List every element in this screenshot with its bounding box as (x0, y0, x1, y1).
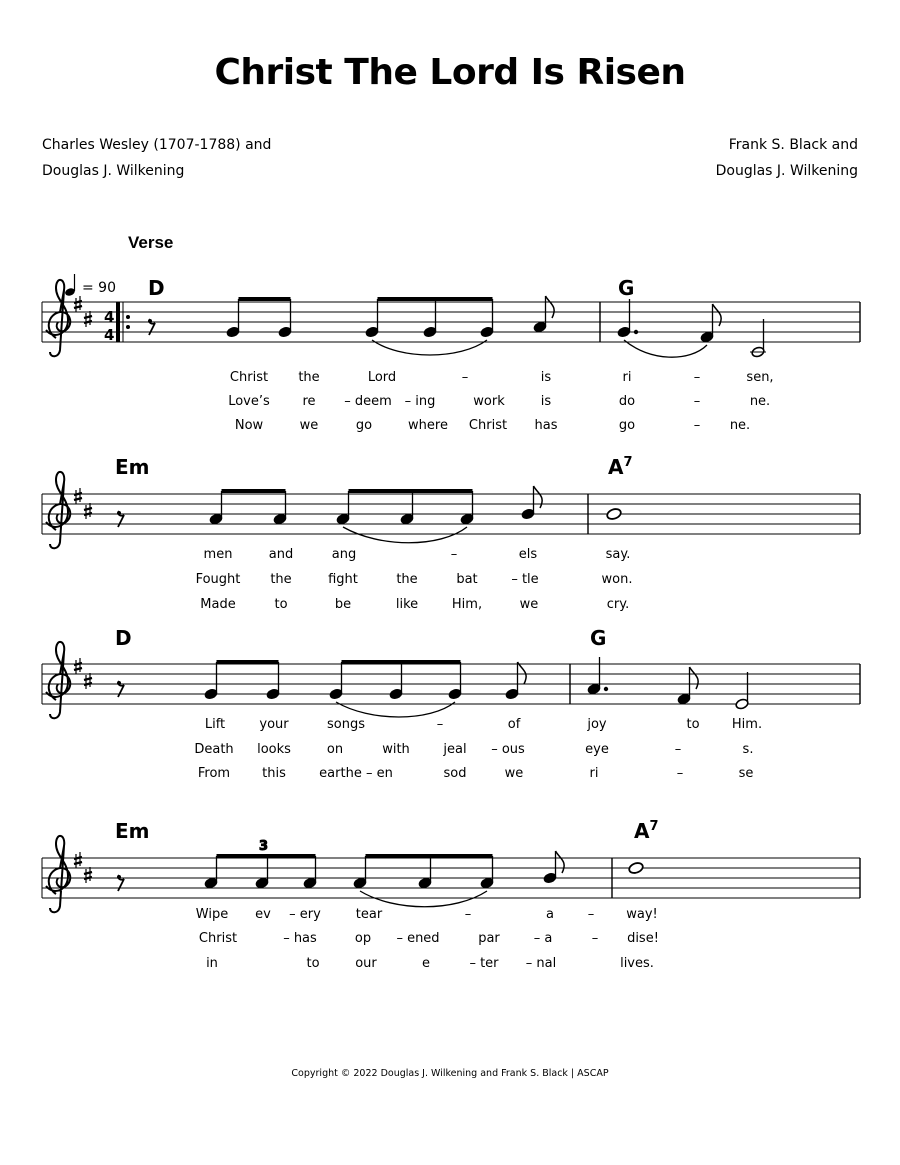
lyric-syllable: e (422, 956, 430, 971)
whole-note (628, 861, 644, 874)
lyric-syllable: – deem (344, 394, 392, 409)
lyric-syllable: earthe – en (319, 766, 393, 781)
lyric-syllable: songs (327, 717, 365, 732)
lyric-syllable: fight (328, 572, 358, 587)
notes-measure-8 (628, 861, 644, 874)
lyric-syllable: Made (200, 597, 236, 612)
lyric-syllable: – (693, 394, 701, 409)
lyric-syllable: par (478, 931, 500, 946)
chord-symbol: D (115, 626, 132, 650)
eighth-rest (148, 319, 155, 335)
lyric-syllable: to (306, 956, 320, 971)
lyric-syllable: where (408, 418, 448, 433)
lyric-syllable: – ened (396, 931, 440, 946)
slur (624, 340, 707, 357)
lyric-syllable: sod (443, 766, 467, 781)
eighth-rest (117, 511, 124, 527)
lyric-syllable: Now (234, 418, 264, 433)
lyric-syllable: and (268, 547, 294, 562)
lyric-syllable: Lift (204, 717, 226, 732)
lyric-syllable: looks (257, 742, 291, 757)
lyric-syllable: ri (589, 766, 599, 781)
lyric-syllable: do (618, 394, 636, 409)
lyric-syllable: – (461, 370, 469, 385)
lyric-syllable: joy (587, 717, 607, 732)
lyric-syllable: of (507, 717, 521, 732)
staff-system-2 (42, 455, 860, 612)
lyric-syllable: eye (585, 742, 609, 757)
lyric-syllable: – tle (511, 572, 539, 587)
lyric-syllable: Christ (468, 418, 508, 433)
lyric-syllable: men (203, 547, 233, 562)
lyric-syllable: – (693, 418, 701, 433)
lyric-syllable: our (355, 956, 377, 971)
lyrics-system-4 (196, 907, 659, 971)
lyric-syllable: like (395, 597, 419, 612)
lyric-syllable: – (436, 717, 444, 732)
lyric-syllable: – nal (525, 956, 557, 971)
lyric-syllable: Christ (198, 931, 238, 946)
lyric-syllable: way! (626, 907, 658, 922)
lyric-syllable: Love’s (228, 394, 270, 409)
treble-clef-icon (46, 472, 70, 548)
composer-line-1: Frank S. Black and (728, 137, 858, 153)
lyric-syllable: has (534, 418, 558, 433)
lyric-syllable: op (354, 931, 372, 946)
lyric-syllable: say. (605, 547, 631, 562)
eighth-rest (117, 681, 124, 697)
eighth-rest (117, 875, 124, 891)
lyric-syllable: bat (456, 572, 478, 587)
lyric-syllable: – a (533, 931, 553, 946)
tempo-marking (64, 274, 116, 297)
lyric-syllable: on (326, 742, 344, 757)
lyrics-system-2 (196, 547, 633, 612)
page-title: Christ The Lord Is Risen (214, 52, 686, 93)
notes-measure-5 (204, 662, 526, 717)
staff-system-4 (42, 819, 860, 971)
slur (360, 891, 487, 907)
lyric-syllable: ne. (729, 418, 751, 433)
chord-symbol: $A^7$ (634, 819, 659, 843)
lyric-syllable: – (587, 907, 595, 922)
lyric-syllable: els (518, 547, 538, 562)
lyric-syllable: From (197, 766, 231, 781)
lyric-syllable: tear (355, 907, 383, 922)
lyric-syllable: lives. (620, 956, 654, 971)
lyric-syllable: this (262, 766, 286, 781)
lyric-syllable: ev (255, 907, 271, 922)
lyric-syllable: se (738, 766, 754, 781)
lyric-syllable: – ery (289, 907, 321, 922)
chord-symbol: Em (115, 455, 150, 479)
lyric-syllable: ne. (749, 394, 771, 409)
lyric-syllable: in (206, 956, 218, 971)
chord-symbol: G (618, 276, 635, 300)
lyric-syllable: the (396, 572, 418, 587)
composer-line-2: Douglas J. Wilkening (715, 163, 858, 179)
time-sig-bottom: 4 (104, 326, 115, 344)
lyric-syllable: – (464, 907, 472, 922)
lyric-syllable: Him, (451, 597, 483, 612)
copyright-notice: Copyright © 2022 Douglas J. Wilkening and Frank S. Black | ASCAP (291, 1068, 609, 1079)
lyricist-line-2: Douglas J. Wilkening (42, 163, 185, 179)
lyric-syllable: go (618, 418, 636, 433)
lyric-syllable: sen, (746, 370, 774, 385)
lyric-syllable: – (591, 931, 599, 946)
whole-note (606, 507, 622, 520)
lyric-syllable: Death (194, 742, 234, 757)
slur (343, 527, 467, 543)
chord-symbol: D (148, 276, 165, 300)
lyric-syllable: – (676, 766, 684, 781)
dot (604, 687, 607, 690)
lyric-syllable: your (259, 717, 289, 732)
notes-measure-2 (617, 299, 766, 358)
lyric-syllable: – ter (469, 956, 499, 971)
lyric-syllable: Fought (195, 572, 241, 587)
lyric-syllable: is (540, 394, 552, 409)
lyric-syllable: be (334, 597, 352, 612)
time-sig-top: 4 (104, 308, 115, 326)
lyric-syllable: the (298, 370, 320, 385)
lyric-syllable: is (540, 370, 552, 385)
staff-system-3 (42, 626, 860, 781)
notes-measure-7 (204, 839, 564, 907)
lyric-syllable: we (299, 418, 319, 433)
lyric-syllable: – ing (404, 394, 436, 409)
tempo-value: = 90 (82, 280, 116, 296)
notes-measure-1 (226, 296, 554, 355)
lyric-syllable: Christ (229, 370, 269, 385)
section-label: Verse (128, 233, 174, 252)
chord-symbol: Em (115, 819, 150, 843)
lyric-syllable: ri (622, 370, 632, 385)
lyric-syllable: Him. (731, 717, 763, 732)
lyric-syllable: we (519, 597, 539, 612)
lyric-syllable: – (450, 547, 458, 562)
lyric-syllable: – has (283, 931, 317, 946)
lyric-syllable: jeal (443, 742, 467, 757)
lyric-syllable: the (270, 572, 292, 587)
lyric-syllable: go (355, 418, 373, 433)
lyric-syllable: ang (331, 547, 357, 562)
lyric-syllable: with (382, 742, 410, 757)
lyric-syllable: Lord (367, 370, 397, 385)
lyric-syllable: Wipe (195, 907, 229, 922)
lyric-syllable: a (546, 907, 554, 922)
dot (634, 330, 637, 333)
lyric-syllable: won. (601, 572, 633, 587)
lyric-syllable: cry. (606, 597, 630, 612)
chord-symbol: $A^7$ (608, 455, 633, 479)
triplet-mark: 3 (259, 839, 269, 854)
staff-system-1 (42, 274, 860, 433)
lyric-syllable: we (504, 766, 524, 781)
lyric-syllable: to (686, 717, 700, 732)
lyric-syllable: work (473, 394, 505, 409)
lyrics-system-1 (228, 370, 773, 433)
lyrics-system-3 (194, 717, 762, 781)
lyric-syllable: – (674, 742, 682, 757)
notes-measure-6 (587, 657, 749, 710)
lyric-syllable: to (274, 597, 288, 612)
lyric-syllable: – ous (491, 742, 525, 757)
chord-symbol: G (590, 626, 607, 650)
lyric-syllable: dise! (627, 931, 659, 946)
lyric-syllable: – (693, 370, 701, 385)
lyricist-line-1: Charles Wesley (1707-1788) and (42, 137, 272, 153)
lyric-syllable: s. (742, 742, 754, 757)
notes-measure-4 (606, 507, 622, 520)
treble-clef-icon (46, 836, 70, 912)
treble-clef-icon (46, 642, 70, 718)
lyric-syllable: re (302, 394, 316, 409)
